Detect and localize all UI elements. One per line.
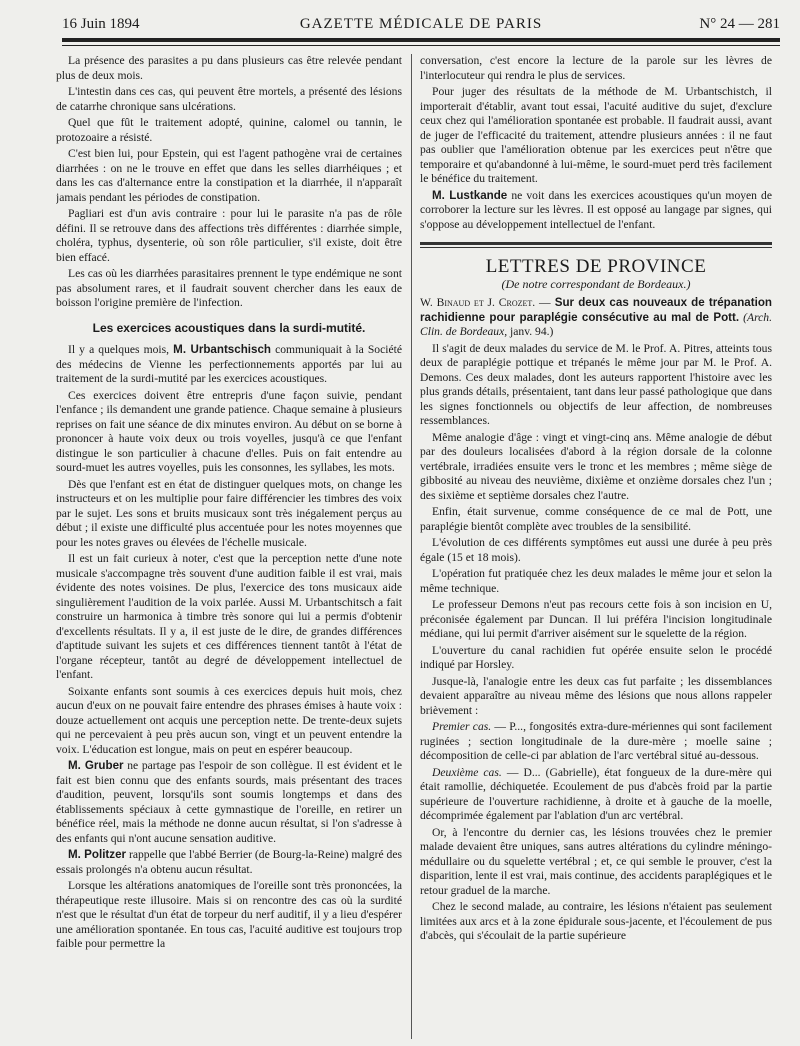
left-column xyxy=(56,54,402,1039)
paragraph: Il est un fait curieux à noter, c'est que la perception nette d'une note musicale s'accompagne très souvent d'une audition faible il est vrai, mais évidente des notes voisines. De plus, l'exercice des tons musicaux aide singulièrement l'audition de la voix parlée. Aussi M. Urbantschitsch a fait construire un harmonica à timbre très sonore qui lui a permis d'obtenir d'excellents résultats. Il y a, il est juste de le dire, de grandes différences d'aptitude suivant les sujets et ces différences tiennent tantôt à l'état de l'organe récepteur, tantôt au degré de développement intellectuel de l'enfant. xyxy=(56,552,402,681)
paragraph: C'est bien lui, pour Epstein, qui est l'agent pathogène vrai de certaines diarrhées : on ne le trouve en effet que dans les selles diarrhéiques ; et dans les cas d'alternance entre la constipation et la diarrhée, il n'apparaît jamais pendant les périodes de constipation. xyxy=(56,147,402,204)
person-name: M. Politzer xyxy=(68,848,127,861)
authors: W. Binaud et J. Crozet. — xyxy=(420,296,551,309)
paragraph xyxy=(420,766,772,824)
paragraph: Ces exercices doivent être entrepris d'une façon suivie, pendant l'enfance ; ils demandent une grande patience. Chaque semaine à plusieurs reprises on fait une séance de dix minutes environ. Au début on se borne à prononcer à haute voix deux ou trois voyelles, jusqu'à ce que l'enfant distingue le son particulier à chacune d'elles. Puis on fait entendre au sourd-muet les autres voyelles, puis les consonnes, les syllabes, les mots. xyxy=(56,388,402,474)
paragraph: Enfin, était survenue, comme conséquence de ce mal de Pott, une paraplégie bientôt complète avec troubles de la sensibilité. xyxy=(420,505,772,533)
paragraph: Le professeur Demons n'eut pas recours cette fois à son incision en U, préconisée également par Duncan. Il lui préféra l'incision longitudinale médiane, qui lui permit d'arriver aisément sur le squelette de la région. xyxy=(420,598,772,640)
text: Il y a quelques mois, xyxy=(68,343,174,356)
text: — P..., fongosités extra-dure-mériennes qui sont facilement ruginées ; section longitudinale de la dure-mère ; moelle saine ; décomposition de celle-ci par ablation de l'arc vertébral situé au-dessous. xyxy=(420,720,772,762)
paragraph xyxy=(56,759,402,846)
paragraph: Les cas où les diarrhées parasitaires prennent le type endémique ne sont pas absolument rares, et il faudrait souvent chercher dans les eaux de boisson l'origine première de l'infection. xyxy=(56,267,402,309)
header-issue-page: N° 24 — 281 xyxy=(699,16,780,32)
column-divider xyxy=(411,54,412,1039)
paragraph: Pour juger des résultats de la méthode de M. Urbantschistch, il importerait d'établir, avant tout essai, l'acuité auditive du sujet, d'exclure ceux chez qui l'amélioration spontanée est probable. Il faudrait aussi, avant de juger de l'efficacité du traitement, attendre plusieurs années : il ne faut pas oublier que l'amélioration obtenue par les exercices peut n'être que temporaire et qu'abandonné à lui-même, le sourd-muet perd très facilement le bénéfice du traitement. xyxy=(420,85,772,185)
text: — D... (Gabrielle), état fongueux de la dure-mère qui était ramollie, déchiquetée. Ecoulement de pus d'abcès froid par la partie supérieure de l'ouverture rachidienne, à droite et à gauche de la moelle, décomprimée également par l'ablation d'un arc vertébral. xyxy=(420,765,772,822)
text: rappelle que l'abbé Berrier (de Bourg-la-Reine) malgré des essais prolongés n'a obtenu aucun résultat. xyxy=(56,848,402,876)
header-thin-rule xyxy=(62,45,780,46)
paragraph xyxy=(420,720,772,764)
header-thick-rule xyxy=(62,38,780,42)
paragraph: conversation, c'est encore la lecture de la parole sur les lèvres de l'interlocuteur qui rendra le plus de services. xyxy=(420,54,772,82)
paragraph: L'évolution de ces différents symptômes eut aussi une durée à peu près égale (15 et 18 mois). xyxy=(420,536,772,564)
paragraph: Or, à l'encontre du dernier cas, les lésions trouvées chez le premier malade devaient être uniques, sans autres altérations du cylindre méningo-médullaire ou du squelette vertébral ; et, ce qui semble le prouver, c'est la disparition, lente il est vrai, mais continue, des accidents paraplégiques et le retour graduel de la marche. xyxy=(420,825,772,897)
paragraph: Lorsque les altérations anatomiques de l'oreille sont très prononcées, la thérapeutique reste illusoire. Mais si on rencontre des cas où la surdité n'est que le résultat d'un état de torpeur du nerf auditif, il y a lieu d'espérer une amélioration spontanée. En tous cas, l'acuité auditive est toujours trop faible pour permettre la xyxy=(56,879,402,950)
person-name: M. Gruber xyxy=(68,759,124,772)
article-heading: Les exercices acoustiques dans la surdi-mutité. xyxy=(92,320,366,335)
right-column xyxy=(420,54,772,1039)
person-name: M. Urbantschisch xyxy=(173,343,271,356)
article-reference xyxy=(420,296,772,340)
running-header xyxy=(62,12,780,34)
paragraph xyxy=(420,189,772,233)
paragraph: L'intestin dans ces cas, qui peuvent être mortels, a présenté des lésions de catarrhe chronique sans ulcérations. xyxy=(56,85,402,113)
paragraph xyxy=(56,848,402,877)
paragraph: L'ouverture du canal rachidien fut opérée ensuite selon le procédé indiqué par Horsley. xyxy=(420,643,772,671)
paragraph: Soixante enfants sont soumis à ces exercices depuis huit mois, chez aucun d'eux on ne pouvait faire entendre des phrases émises à haute voix : douze actuellement ont acquis une perception nette. De trente-deux sujets qui ne percevaient à peu près aucun son, vingt et un peuvent entendre la voix. L'éducation est longue, mais on peut en espérer beaucoup. xyxy=(56,684,402,756)
paragraph: Dès que l'enfant est en état de distinguer quelques mots, on change les instructeurs et on les multiplie pour faire différencier les timbres des voix par le sujet. Les sons et bruits musicaux sont très inégalement perçus au début ; il existe une difficulté plus accentuée pour les notes moyennes que pour les notes graves ou élevées de l'échelle musicale. xyxy=(56,477,402,549)
section-title: LETTRES DE PROVINCE xyxy=(485,256,707,277)
section-subtitle: (De notre correspondant de Bordeaux.) xyxy=(501,276,691,291)
case-label: Premier cas. xyxy=(432,720,492,733)
paragraph: Il s'agit de deux malades du service de M. le Prof. A. Pitres, atteints tous deux de paraplégie pottique et trépanés le même jour par M. le Prof. A. Demons. Ces deux malades, dont les auteurs rapportent l'histoire avec les plus grands détails, présentaient, tant dans leur passé pathologique que dans les signes fonctionnels ou objectifs de leur affection, de nombreuses ressemblances. xyxy=(420,341,772,427)
section-separator xyxy=(420,242,772,248)
paragraph: Chez le second malade, au contraire, les lésions n'étaient pas seulement limitées aux arcs et à la zone épidurale sous-jacente, et l'écoulement de pus d'abcès, qui s'écoulait de la partie supérieure xyxy=(420,900,772,942)
paragraph: Jusque-là, l'analogie entre les deux cas fut parfaite ; les dissemblances devaient apparaître au niveau même des lésions que nous allons rappeler brièvement : xyxy=(420,674,772,717)
paragraph: Même analogie d'âge : vingt et vingt-cinq ans. Même analogie de début par des douleurs localisées d'abord à la région dorsale de la colonne vertébrale, irradiées ensuite vers le tronc et les membres ; même siège de gibbosité au niveau des neuvième, dixième et onzième dorsales chez l'un ; des sixième et septième dorsales chez l'autre. xyxy=(420,430,772,502)
header-journal-title: GAZETTE MÉDICALE DE PARIS xyxy=(299,16,543,32)
paragraph: La présence des parasites a pu dans plusieurs cas être relevée pendant plus de deux mois. xyxy=(56,54,402,82)
paragraph xyxy=(56,343,402,387)
paragraph: Quel que fût le traitement adopté, quinine, calomel ou tannin, le protozoaire a résisté. xyxy=(56,116,402,144)
source-date: janv. 94.) xyxy=(507,325,554,338)
article-title: Sur deux cas nouveaux de trépanation rachidienne pour paraplégie consécutive au mal de Pott. xyxy=(420,296,772,324)
source: (Arch. Clin. de Bordeaux, xyxy=(420,310,772,338)
paragraph: L'opération fut pratiquée chez les deux malades le même jour et selon la même technique. xyxy=(420,567,772,595)
text: ne voit dans les exercices acoustiques qu'un moyen de corroborer la lecture sur les lèvres. Il est opposé au langage par signes, qui s'oppose au développement intellectuel de l'enfant. xyxy=(420,188,772,231)
person-name: M. Lustkande xyxy=(432,188,508,202)
case-label: Deuxième cas. xyxy=(432,765,502,779)
header-date: 16 Juin 1894 xyxy=(62,16,140,32)
text: communiquait à la Société des médecins de Vienne les perfectionnements apportés par lui au traitement de la surdi-mutité par les exercices acoustiques. xyxy=(56,343,402,385)
paragraph: Pagliari est d'un avis contraire : pour lui le parasite n'a pas de rôle défini. Il se retrouve dans des affections très différentes : diarrhée simple, choléra, typhus, dysenterie, où son rôle particulier, s'il existe, doit être bien effacé. xyxy=(56,207,402,264)
text: ne partage pas l'espoir de son collègue. Il est évident et le fait est bien connu que des enfants sourds, mais présentant des traces d'audition, peuvent, lorsqu'ils sont soumis longtemps et dans des établissements spéciaux à cette gymnastique de l'oreille, en retirer un bénéfice réel, mais la méthode ne donne aucun résultat, si l'on s'adresse à des enfants qui n'ont aucune sensation auditive. xyxy=(56,759,402,845)
